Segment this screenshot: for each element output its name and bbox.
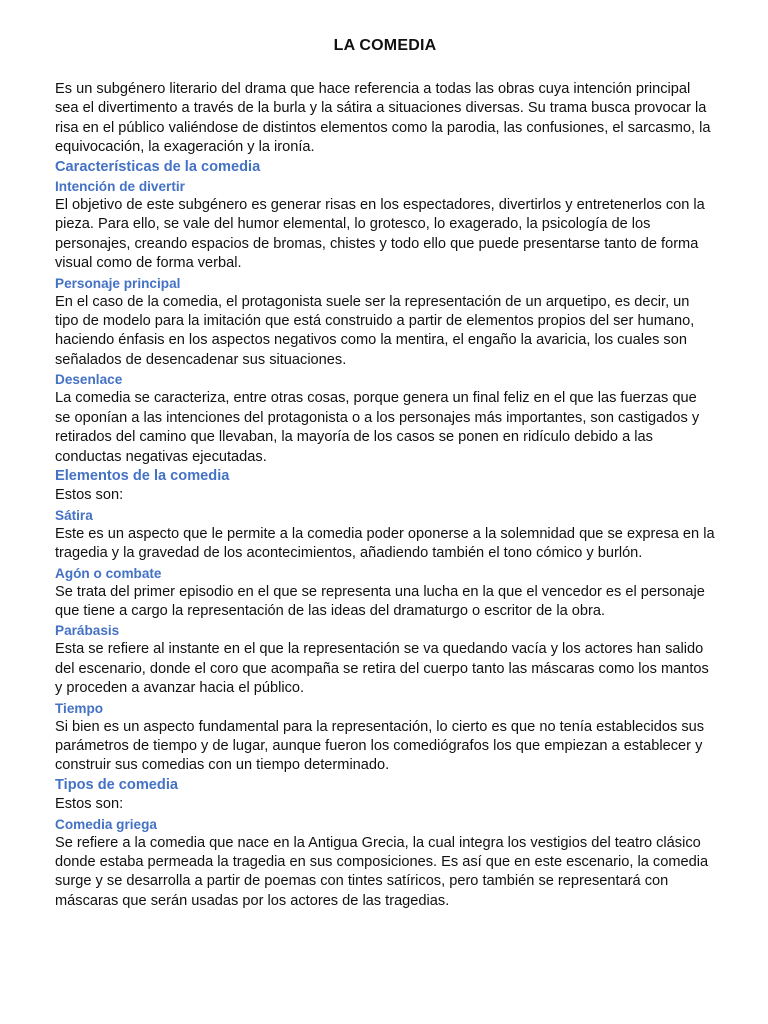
subheading-agon-o-combate: Agón o combate: [55, 565, 162, 581]
paragraph-parabasis: Esta se refiere al instante en el que la representación se va quedando vacía y los actores han salido del escenario, donde el coro que acompaña se retira del cuerpo tanto las máscaras como los mantos y proceden a avanzar hacia el público.: [55, 641, 709, 697]
section-heading-tipos: Tipos de comedia: [55, 776, 178, 793]
paragraph-desenlace: La comedia se caracteriza, entre otras cosas, porque genera un final feliz en el que las fuerzas que se oponían a las intenciones del protagonista o a los personajes más importantes, son castigados y retirados del camino que llevaban, la mayoría de los casos se ponen en ridículo debido a las conductas negativas ejecutadas.: [55, 390, 700, 465]
paragraph-agon-o-combate: Se trata del primer episodio en el que se representa una lucha en la que el vencedor es el personaje que tiene a cargo la representación de las ideas del dramaturgo o escritor de la obra.: [55, 583, 705, 619]
paragraph-comedia-griega: Se refiere a la comedia que nace en la Antigua Grecia, la cual integra los vestigios del teatro clásico donde estaba permeada la tragedia en sus composiciones. Es así que en este escenario, la comedia surge y se desarrolla a partir de poemas con tintes satíricos, pero también se representará con máscaras que serán usadas por los actores de las tragedias.: [55, 834, 709, 909]
section-caracteristicas: [55, 158, 715, 467]
subheading-tiempo: Tiempo: [55, 700, 104, 716]
paragraph-tiempo: Si bien es un aspecto fundamental para la representación, lo cierto es que no tenía establecidos sus parámetros de tiempo y de lugar, aunque fueron los comediógrafos los que empiezan a establecer y construir sus comedias con un tiempo determinado.: [55, 718, 705, 774]
section-elementos: [55, 467, 715, 776]
paragraph-personaje-principal: En el caso de la comedia, el protagonista suele ser la representación de un arquetipo, es decir, un tipo de modelo para la imitación que está construido a partir de elementos propios del ser humano, haciendo énfasis en los aspectos negativos como la mentira, el engaño la avaricia, los cuales son señalados de desencadenar sus situaciones.: [55, 293, 695, 368]
subheading-satira: Sátira: [55, 507, 93, 523]
subheading-parabasis: Parábasis: [55, 623, 120, 639]
tipos-lead: Estos son:: [55, 796, 124, 813]
section-heading-caracteristicas: Características de la comedia: [55, 158, 261, 175]
document-title: LA COMEDIA: [333, 37, 437, 54]
document-page: [55, 36, 715, 911]
subheading-desenlace: Desenlace: [55, 372, 123, 388]
subheading-personaje-principal: Personaje principal: [55, 275, 181, 291]
section-heading-elementos: Elementos de la comedia: [55, 467, 230, 484]
paragraph-intencion-de-divertir: El objetivo de este subgénero es generar risas en los espectadores, divertirlos y entretenerlos con la pieza. Para ello, se vale del humor elemental, lo grotesco, lo exagerado, la psicología de los personajes, creando espacios de bromas, chistes y todo ello que puede presentarse tanto de forma visual como de forma verbal.: [55, 197, 705, 272]
section-tipos: [55, 776, 715, 911]
intro-paragraph: Es un subgénero literario del drama que hace referencia a todas las obras cuya intención principal sea el divertimento a través de la burla y la sátira a situaciones diversas. Su trama busca provocar la risa en el público valiéndose de distintos elementos como la parodia, las confusiones, el sarcasmo, la equivocación, la exageración y la ironía.: [55, 81, 711, 156]
elementos-lead: Estos son:: [55, 487, 124, 504]
subheading-comedia-griega: Comedia griega: [55, 816, 157, 832]
paragraph-satira: Este es un aspecto que le permite a la comedia poder oponerse a la solemnidad que se expresa en la tragedia y la gravedad de los acontecimientos, añadiendo también el tono cómico y burlón.: [55, 525, 715, 562]
subheading-intencion-de-divertir: Intención de divertir: [55, 179, 185, 195]
